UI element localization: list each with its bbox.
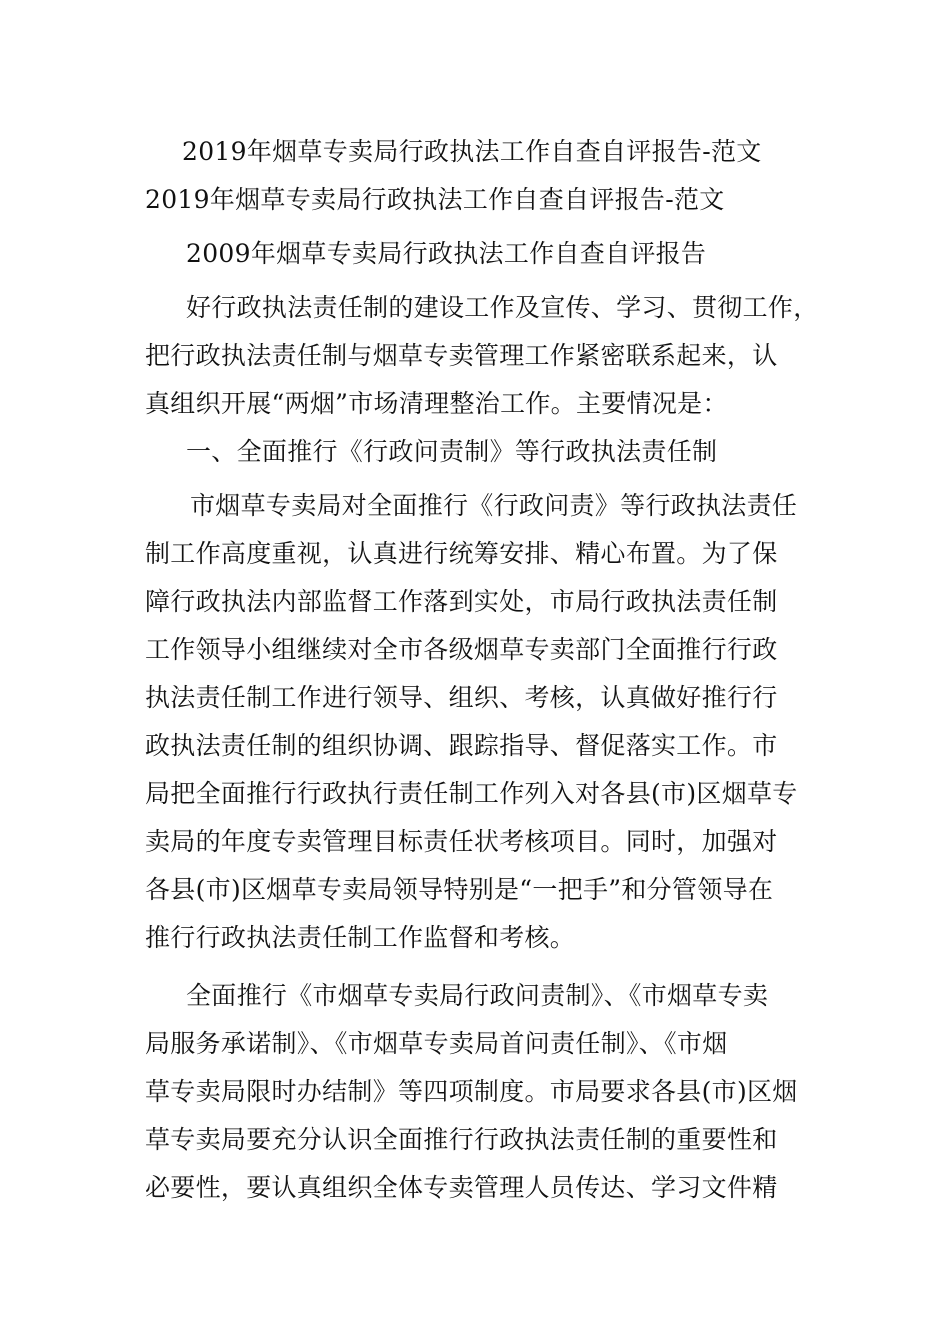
paragraph-2-line-4: 工作领导小组继续对全市各级烟草专卖部门全面推行行政 [145,635,778,664]
paragraph-2-line-8: 卖局的年度专卖管理目标责任状考核项目。同时，加强对 [145,827,778,856]
paragraph-2-line-1: 市烟草专卖局对全面推行《行政问责》等行政执法责任 [190,491,798,520]
document-body [145,128,825,1212]
title-line-1: 2019年烟草专卖局行政执法工作自查自评报告-范文 [182,137,762,166]
paragraph-2-line-2: 制工作高度重视，认真进行统筹安排、精心布置。为了保 [145,539,778,568]
paragraph-2-line-3: 障行政执法内部监督工作落到实处，市局行政执法责任制 [145,587,778,616]
section-heading: 一、全面推行《行政问责制》等行政执法责任制 [186,437,718,466]
paragraph-2-line-9: 各县(市)区烟草专卖局领导特别是“一把手”和分管领导在 [145,875,774,904]
paragraph-3-line-4: 草专卖局要充分认识全面推行行政执法责任制的重要性和 [145,1125,778,1154]
paragraph-1-line-3: 真组织开展“两烟”市场清理整治工作。主要情况是： [145,389,728,418]
paragraph-3-line-3: 草专卖局限时办结制》等四项制度。市局要求各县(市)区烟 [145,1077,798,1106]
title-line-3: 2009年烟草专卖局行政执法工作自查自评报告 [186,239,707,268]
paragraph-3-line-1: 全面推行《市烟草专卖局行政问责制》、《市烟草专卖 [186,981,769,1010]
paragraph-2-line-6: 政执法责任制的组织协调、跟踪指导、督促落实工作。市 [145,731,778,760]
paragraph-2-line-10: 推行行政执法责任制工作监督和考核。 [145,923,576,952]
paragraph-3-line-5: 必要性，要认真组织全体专卖管理人员传达、学习文件精 [145,1173,778,1202]
title-line-2: 2019年烟草专卖局行政执法工作自查自评报告-范文 [145,185,725,214]
paragraph-3-line-2: 局服务承诺制》、《市烟草专卖局首问责任制》、《市烟 [145,1029,728,1058]
paragraph-1-line-1: 好行政执法责任制的建设工作及宣传、学习、贯彻工作， [186,293,819,322]
paragraph-1-line-2: 把行政执法责任制与烟草专卖管理工作紧密联系起来，认 [145,341,778,370]
paragraph-2-line-7: 局把全面推行行政执行责任制工作列入对各县(市)区烟草专 [145,779,798,808]
paragraph-2-line-5: 执法责任制工作进行领导、组织、考核，认真做好推行行 [145,683,778,712]
